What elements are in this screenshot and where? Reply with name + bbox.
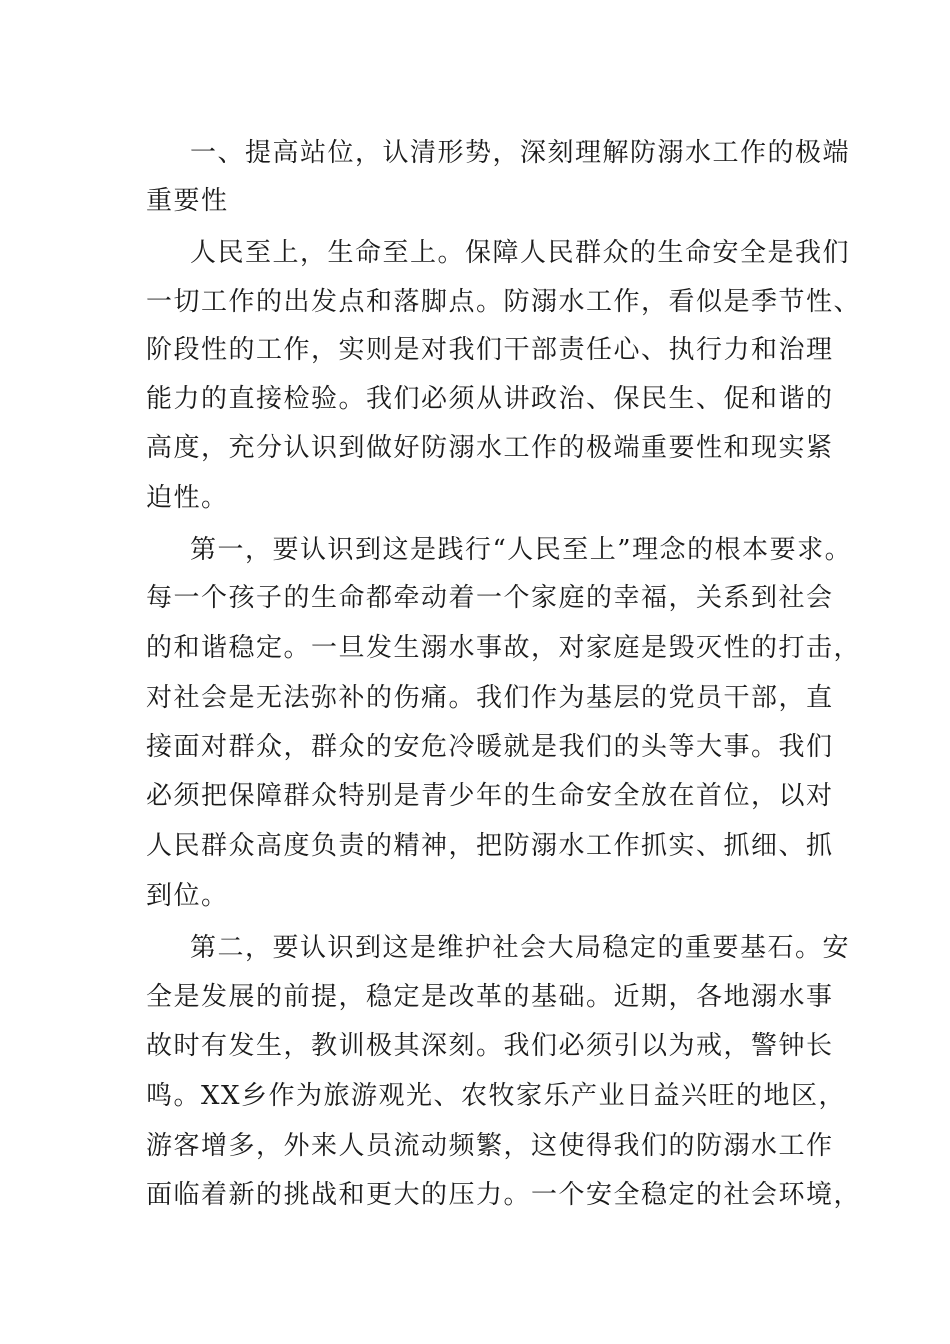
- paragraph-line: 能力的直接检验。我们必须从讲政治、保民生、促和谐的: [146, 384, 834, 414]
- paragraph-line: 的和谐稳定。一旦发生溺水事故，对家庭是毁灭性的打击，: [146, 633, 862, 663]
- paragraph-line: 全是发展的前提，稳定是改革的基础。近期，各地溺水事: [146, 982, 834, 1012]
- paragraph-line: 游客增多，外来人员流动频繁，这使得我们的防溺水工作: [146, 1131, 834, 1161]
- paragraph-line: 人民群众高度负责的精神，把防溺水工作抓实、抓细、抓: [146, 831, 834, 861]
- paragraph-line: 对社会是无法弥补的伤痛。我们作为基层的党员干部，直: [146, 683, 834, 713]
- paragraph-line: 故时有发生，教训极其深刻。我们必须引以为戒，警钟长: [146, 1031, 834, 1061]
- paragraph-line: 第二，要认识到这是维护社会大局稳定的重要基石。安: [190, 933, 851, 963]
- paragraph-line: 必须把保障群众特别是青少年的生命安全放在首位，以对: [146, 781, 834, 811]
- paragraph-line: 第一，要认识到这是践行“人民至上”理念的根本要求。: [190, 535, 853, 565]
- paragraph-line: 面临着新的挑战和更大的压力。一个安全稳定的社会环境，: [146, 1180, 862, 1210]
- paragraph-line: 高度，充分认识到做好防溺水工作的极端重要性和现实紧: [146, 433, 834, 463]
- paragraph-line: 到位。: [146, 881, 229, 911]
- paragraph-line: 一切工作的出发点和落脚点。防溺水工作，看似是季节性、: [146, 287, 862, 317]
- section-heading-line-2: 重要性: [146, 186, 229, 216]
- paragraph-line: 每一个孩子的生命都牵动着一个家庭的幸福，关系到社会: [146, 583, 834, 613]
- paragraph-line: 阶段性的工作，实则是对我们干部责任心、执行力和治理: [146, 335, 834, 365]
- paragraph-line: 迫性。: [146, 483, 229, 513]
- paragraph-line: 人民至上，生命至上。保障人民群众的生命安全是我们: [190, 238, 851, 268]
- paragraph-line: 接面对群众，群众的安危冷暖就是我们的头等大事。我们: [146, 732, 834, 762]
- paragraph-line: 鸣。XX乡作为旅游观光、农牧家乐产业日益兴旺的地区，: [146, 1081, 847, 1111]
- section-heading-line-1: 一、提高站位，认清形势，深刻理解防溺水工作的极端: [190, 138, 851, 168]
